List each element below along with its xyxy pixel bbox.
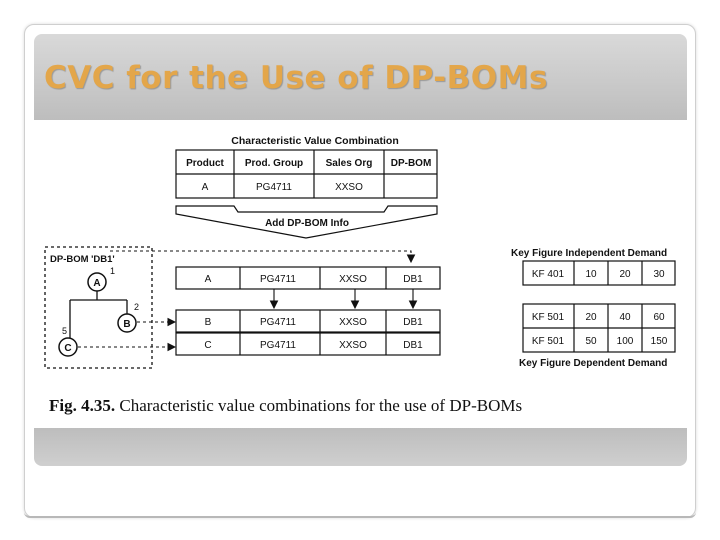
table-cell: DB1 [403,317,423,328]
table-cell: KF 401 [531,269,565,280]
table-cell: 20 [619,269,631,280]
table-cell: DB1 [403,274,423,285]
table-cell: PG4711 [256,182,292,193]
table-cell: PG4711 [260,340,296,351]
table-cell: 30 [653,269,665,280]
table-cell: PG4711 [260,317,296,328]
caption-text: Characteristic value combinations for the use of DP-BOMs [119,396,523,415]
table-cell: A [201,182,209,193]
table-cell: XXSO [335,182,363,193]
bom-node-label: C [64,343,72,354]
table-cell: 10 [585,269,597,280]
bom-node-label: A [93,278,101,289]
cvc-header: Characteristic Value Combination [231,135,399,147]
footer-line [24,512,696,518]
table-cell: 20 [585,312,597,323]
bom-tree [70,291,127,339]
dp-bom-label: DP-BOM 'DB1' [50,254,115,265]
column-header: Prod. Group [244,158,304,169]
result-table [176,267,440,355]
figure-caption [49,396,522,416]
table-cell: KF 501 [531,312,565,323]
table-cell: 50 [585,336,597,347]
bom-node-label: B [123,319,131,330]
table-cell: XXSO [339,317,367,328]
table-cell: C [204,340,212,351]
bom-qty: 2 [134,302,140,312]
table-cell: KF 501 [531,336,565,347]
table-cell: XXSO [339,274,367,285]
independent-demand-label: Key Figure Independent Demand [511,248,668,259]
table-cell: 60 [653,312,665,323]
arrow-label: Add DP-BOM Info [265,218,349,229]
table-cell: 150 [650,336,668,347]
table-cell: B [204,317,212,328]
row-arrows [274,289,413,308]
table-cell: PG4711 [260,274,296,285]
footer-band [34,428,687,466]
table-cell: 40 [619,312,631,323]
table-cell: DB1 [403,340,423,351]
table-cell: XXSO [339,340,367,351]
bom-qty: 5 [62,326,68,336]
table-cell: A [204,274,212,285]
caption-figure-number: Fig. 4.35. [49,396,116,415]
slide-title: CVC for the Use of DP-BOMs [44,60,548,96]
column-header: Sales Org [325,158,373,169]
dependent-demand-label: Key Figure Dependent Demand [519,358,668,369]
column-header: DP-BOM [390,158,432,169]
column-header: Product [186,158,224,169]
table-cell: 100 [616,336,634,347]
bom-qty: 1 [110,266,116,276]
